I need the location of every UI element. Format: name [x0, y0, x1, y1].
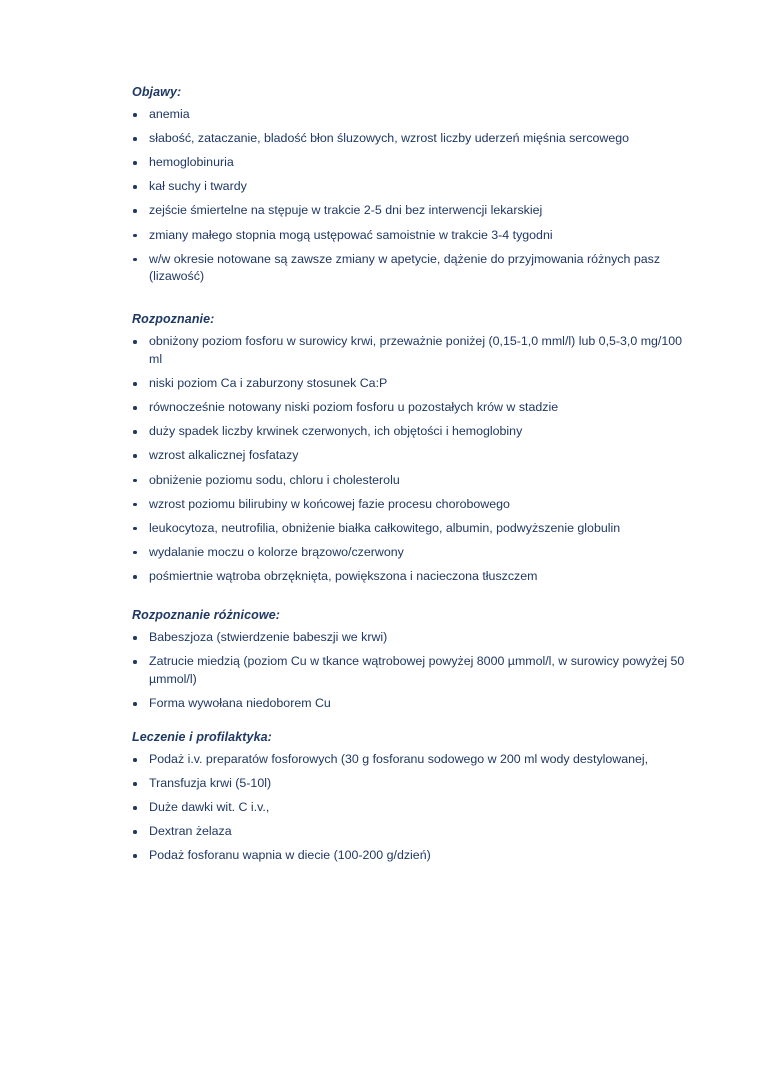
list-item: słabość, zataczanie, bladość błon śluzowych, wzrost liczby uderzeń mięśnia sercowego [116, 130, 686, 148]
list-item: obniżony poziom fosforu w surowicy krwi, przeważnie poniżej (0,15-1,0 mml/l) lub 0,5-3,0 mg/100 ml [116, 333, 686, 368]
list-item: Zatrucie miedzią (poziom Cu w tkance wątrobowej powyżej 8000 µmmol/l, w surowicy powyżej 50 µmmol/l) [116, 653, 686, 688]
list-item: duży spadek liczby krwinek czerwonych, ich objętości i hemoglobiny [116, 423, 686, 441]
list-leczenie-i-profilaktyka [116, 751, 686, 865]
section-objawy [116, 85, 686, 286]
section-leczenie-i-profilaktyka [116, 730, 686, 865]
list-item: wydalanie moczu o kolorze brązowo/czerwony [116, 544, 686, 562]
list-item: wzrost alkalicznej fosfatazy [116, 447, 686, 465]
list-item: anemia [116, 106, 686, 124]
section-rozpoznanie-roznicowe [116, 608, 686, 712]
spacer [116, 719, 686, 730]
list-item: niski poziom Ca i zaburzony stosunek Ca:P [116, 375, 686, 393]
list-item: Podaż i.v. preparatów fosforowych (30 g fosforanu sodowego w 200 ml wody destylowanej, [116, 751, 686, 769]
section-heading-rozpoznanie: Rozpoznanie: [132, 312, 215, 327]
list-rozpoznanie-roznicowe [116, 629, 686, 712]
list-item: Dextran żelaza [116, 823, 686, 841]
list-item: Forma wywołana niedoborem Cu [116, 695, 686, 713]
document-content [116, 85, 686, 872]
section-heading-objawy: Objawy: [132, 85, 182, 99]
list-item: kał suchy i twardy [116, 178, 686, 196]
list-item: leukocytoza, neutrofilia, obniżenie białka całkowitego, albumin, podwyższenie globulin [116, 520, 686, 538]
section-heading-rozpoznanie-roznicowe: Rozpoznanie różnicowe: [132, 608, 281, 623]
list-item: równocześnie notowany niski poziom fosforu u pozostałych krów w stadzie [116, 399, 686, 417]
list-item: zmiany małego stopnia mogą ustępować samoistnie w trakcie 3-4 tygodni [116, 227, 686, 245]
spacer [116, 292, 686, 312]
list-objawy [116, 106, 686, 286]
list-item: obniżenie poziomu sodu, chloru i cholesterolu [116, 472, 686, 490]
list-item: Babeszjoza (stwierdzenie babeszji we krwi) [116, 629, 686, 647]
section-heading-leczenie-i-profilaktyka: Leczenie i profilaktyka: [132, 730, 272, 745]
list-item: Duże dawki wit. C i.v., [116, 799, 686, 817]
section-rozpoznanie [116, 312, 686, 585]
list-item: Podaż fosforanu wapnia w diecie (100-200 g/dzień) [116, 847, 686, 865]
list-item: zejście śmiertelne na stępuje w trakcie 2-5 dni bez interwencji lekarskiej [116, 202, 686, 220]
list-item: pośmiertnie wątroba obrzęknięta, powiększona i nacieczona tłuszczem [116, 568, 686, 586]
spacer [116, 592, 686, 608]
list-item: Transfuzja krwi (5-10l) [116, 775, 686, 793]
list-rozpoznanie [116, 333, 686, 585]
list-item: hemoglobinuria [116, 154, 686, 172]
list-item: wzrost poziomu bilirubiny w końcowej fazie procesu chorobowego [116, 496, 686, 514]
list-item: w/w okresie notowane są zawsze zmiany w apetycie, dążenie do przyjmowania różnych pasz (lizawość) [116, 251, 686, 286]
